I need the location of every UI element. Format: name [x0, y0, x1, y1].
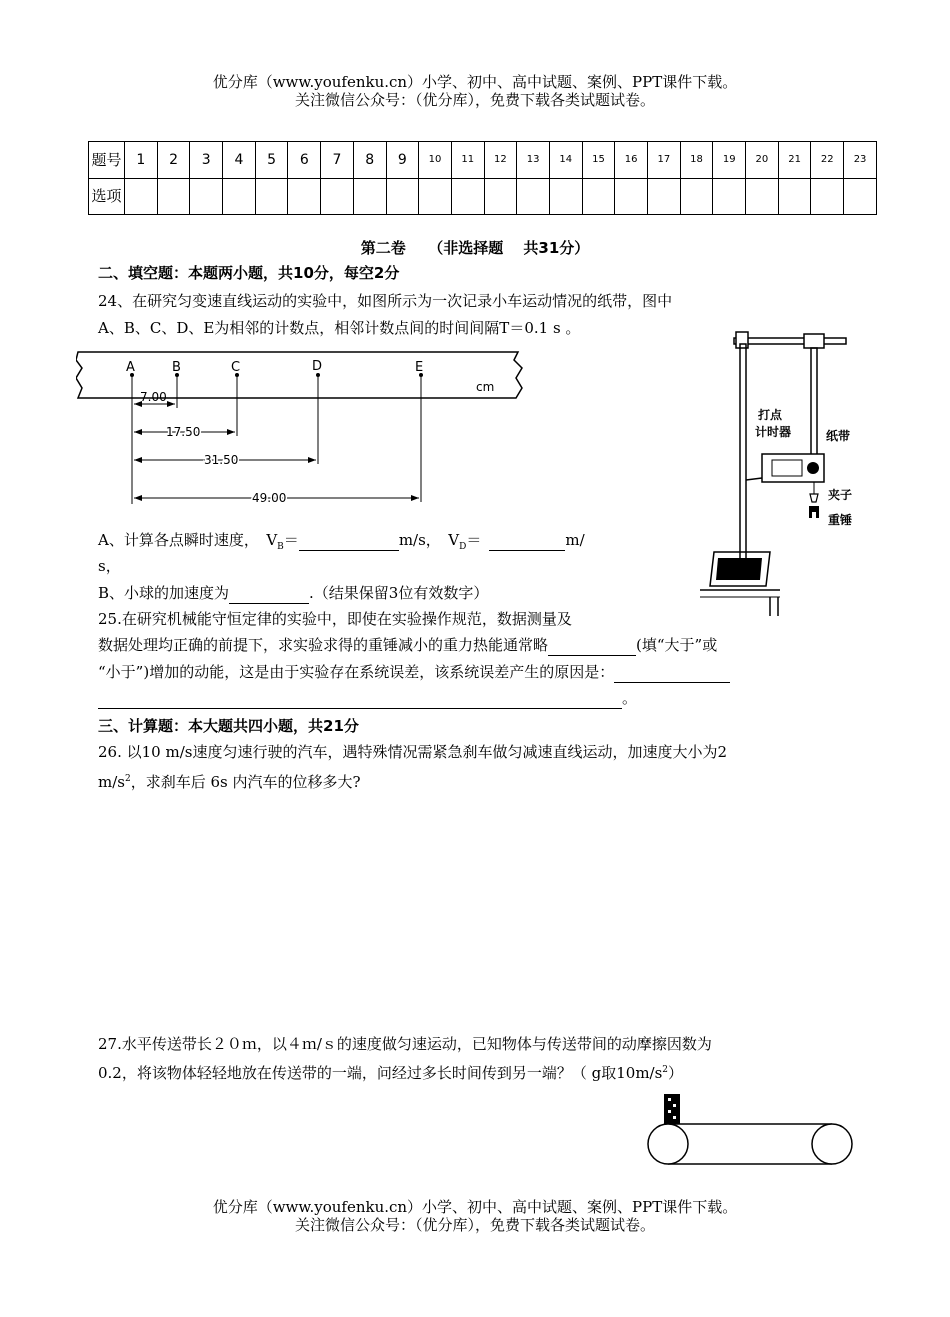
distance-label: 17.50 — [166, 425, 201, 439]
answer-cell[interactable] — [125, 178, 158, 215]
answer-cell[interactable] — [190, 178, 223, 215]
answer-cell[interactable] — [386, 178, 419, 215]
left-pulley — [648, 1124, 688, 1164]
question-number-cell: 19 — [713, 142, 746, 179]
question-number-cell: 3 — [190, 142, 223, 179]
q26-line-1: 26. 以10 m/s速度匀速行驶的汽车，遇特殊情况需紧急刹车做匀减速直线运动，加速度大小为2 — [98, 743, 728, 761]
q24-part-a-eq1: ＝ — [283, 531, 299, 549]
q24-part-a-label: A、计算各点瞬时速度， V — [98, 531, 278, 549]
q25-reason-blank-2[interactable] — [98, 688, 622, 709]
question-number-cell: 21 — [778, 142, 811, 179]
q24-part-b-end: .（结果保留3位有效数字） — [309, 584, 489, 602]
question-number-cell: 7 — [321, 142, 354, 179]
q24-part-b-label: B、小球的加速度为 — [98, 584, 230, 602]
subscript-d: D — [459, 542, 467, 552]
answer-cell[interactable] — [451, 178, 484, 215]
q24-part-a-wrap: s， — [98, 557, 121, 575]
question-number-cell: 16 — [615, 142, 648, 179]
vd-answer-blank[interactable] — [489, 530, 565, 551]
section-2-title: 第二卷 （非选择题 共31分） — [360, 239, 590, 257]
question-number-cell: 17 — [648, 142, 681, 179]
question-number-cell: 5 — [255, 142, 288, 179]
q25-compare-blank[interactable] — [548, 635, 636, 656]
question-number-cell: 10 — [419, 142, 452, 179]
question-number-cell: 11 — [451, 142, 484, 179]
question-number-cell: 23 — [844, 142, 877, 179]
question-number-cell: 2 — [157, 142, 190, 179]
tape-point-label: B — [172, 360, 181, 375]
distance-label: 49.00 — [252, 491, 287, 505]
tape-point-label: D — [312, 359, 323, 374]
q24-line-2: A、B、C、D、E为相邻的计数点，相邻计数点间的时间间隔T＝0.1 s 。 — [98, 319, 581, 337]
superscript-2: 2 — [124, 774, 131, 784]
answer-cell[interactable] — [746, 178, 779, 215]
question-number-cell: 18 — [680, 142, 713, 179]
question-number-cell: 8 — [353, 142, 386, 179]
answer-table-number-row — [89, 142, 877, 179]
q25-reason-blank-1[interactable] — [614, 662, 730, 683]
q27-line-2-text: 0.2，将该物体轻轻地放在传送带的一端，问经过多长时间传到另一端？（ g取10m/s — [98, 1064, 663, 1082]
conveyor-belt-figure — [644, 1090, 860, 1170]
answer-table — [88, 141, 877, 215]
answer-cell[interactable] — [223, 178, 256, 215]
answer-cell[interactable] — [517, 178, 550, 215]
answer-cell[interactable] — [680, 178, 713, 215]
answer-cell[interactable] — [321, 178, 354, 215]
right-pulley — [812, 1124, 852, 1164]
tape-point-label: A — [126, 360, 135, 375]
answer-cell[interactable] — [582, 178, 615, 215]
question-number-cell: 4 — [223, 142, 256, 179]
answer-cell[interactable] — [353, 178, 386, 215]
distance-label: 7.00 — [140, 390, 167, 404]
paper-tape-figure — [76, 346, 526, 510]
q24-part-a-eq2: ＝ — [466, 531, 482, 549]
answer-cell[interactable] — [549, 178, 582, 215]
answer-cell[interactable] — [484, 178, 517, 215]
answer-cell[interactable] — [778, 178, 811, 215]
question-number-cell: 12 — [484, 142, 517, 179]
q24-part-b — [98, 583, 488, 604]
q27-line-2-end: ） — [668, 1064, 684, 1082]
q25-line-4 — [98, 688, 637, 709]
q24-part-a — [98, 530, 585, 557]
question-number-cell: 20 — [746, 142, 779, 179]
page-footer-line-2: 关注微信公众号：（优分库），免费下载各类试题试卷。 — [294, 1216, 655, 1234]
q25-line-1: 25.在研究机械能守恒定律的实验中，即使在实验操作规范，数据测量及 — [98, 610, 572, 628]
q26-line-2 — [98, 769, 361, 792]
weight — [809, 506, 819, 518]
tape-point-label: C — [231, 360, 241, 375]
q24-part-a-end: m/ — [565, 531, 585, 549]
page-footer-line-1: 优分库（www.youfenku.cn）小学、初中、高中试题、案例、PPT课件下载。 — [212, 1198, 738, 1216]
calculation-heading: 三、计算题：本大题共四小题，共21分 — [98, 717, 359, 735]
question-number-cell: 1 — [125, 142, 158, 179]
question-number-cell: 14 — [549, 142, 582, 179]
q25-line-3 — [98, 662, 730, 683]
q25-line-2-end: (填“大于”或 — [636, 636, 718, 654]
clip — [810, 494, 818, 502]
label-timer-line-2: 计时器 — [755, 425, 792, 439]
answer-cell[interactable] — [648, 178, 681, 215]
q26-line-2-end: ，求刹车后 6s 内汽车的位移多大? — [130, 773, 361, 791]
answer-cell[interactable] — [844, 178, 877, 215]
question-number-cell: 15 — [582, 142, 615, 179]
free-fall-apparatus-figure — [700, 322, 860, 618]
label-weight: 重锤 — [828, 513, 853, 527]
table-row-header-number: 题号 — [89, 142, 125, 179]
q25-line-4-end: 。 — [622, 689, 638, 707]
answer-cell[interactable] — [615, 178, 648, 215]
label-paper-tape: 纸带 — [826, 429, 851, 443]
fill-in-heading: 二、填空题：本题两小题，共10分，每空2分 — [98, 264, 400, 282]
question-number-cell: 6 — [288, 142, 321, 179]
subscript-b: B — [277, 542, 284, 552]
page-header-line-2: 关注微信公众号：（优分库），免费下载各类试题试卷。 — [294, 91, 655, 109]
distance-label: 31.50 — [204, 453, 239, 467]
answer-cell[interactable] — [713, 178, 746, 215]
table-row-header-choice: 选项 — [89, 178, 125, 215]
page-header-line-1: 优分库（www.youfenku.cn）小学、初中、高中试题、案例、PPT课件下载。 — [212, 73, 738, 91]
apparatus-crossbar — [734, 338, 846, 344]
q26-line-2-text: m/s — [98, 773, 125, 791]
question-number-cell: 22 — [811, 142, 844, 179]
q27-line-1: 27.水平传送带长２０ｍ，以４ｍ/ｓ的速度做匀速运动，已知物体与传送带间的动摩擦因数为 — [98, 1035, 712, 1053]
stand-rod — [740, 344, 746, 572]
answer-cell[interactable] — [255, 178, 288, 215]
label-clip: 夹子 — [828, 488, 853, 502]
acceleration-answer-blank[interactable] — [229, 583, 309, 604]
question-number-cell: 9 — [386, 142, 419, 179]
answer-cell[interactable] — [157, 178, 190, 215]
object-block — [664, 1094, 680, 1124]
tape-point-label: E — [415, 360, 424, 375]
answer-table-choice-row — [89, 178, 877, 215]
q25-line-2-text: 数据处理均正确的前提下，求实验求得的重锤减小的重力热能通常略 — [98, 636, 549, 654]
q24-part-a-mid: m/s， V — [398, 531, 460, 549]
q25-line-3-text: “小于”)增加的动能，这是由于实验存在系统误差，该系统误差产生的原因是： — [98, 663, 615, 681]
question-number-cell: 13 — [517, 142, 550, 179]
answer-cell[interactable] — [419, 178, 452, 215]
answer-cell[interactable] — [811, 178, 844, 215]
q25-line-2 — [98, 635, 717, 656]
vb-answer-blank[interactable] — [299, 530, 399, 551]
superscript-2: 2 — [662, 1065, 669, 1075]
label-timer-line-1: 打点 — [758, 408, 783, 422]
q27-line-2 — [98, 1060, 683, 1083]
answer-cell[interactable] — [288, 178, 321, 215]
q24-line-1: 24、在研究匀变速直线运动的实验中，如图所示为一次记录小车运动情况的纸带，图中 — [98, 292, 673, 310]
tape-unit-label: cm — [476, 380, 495, 394]
